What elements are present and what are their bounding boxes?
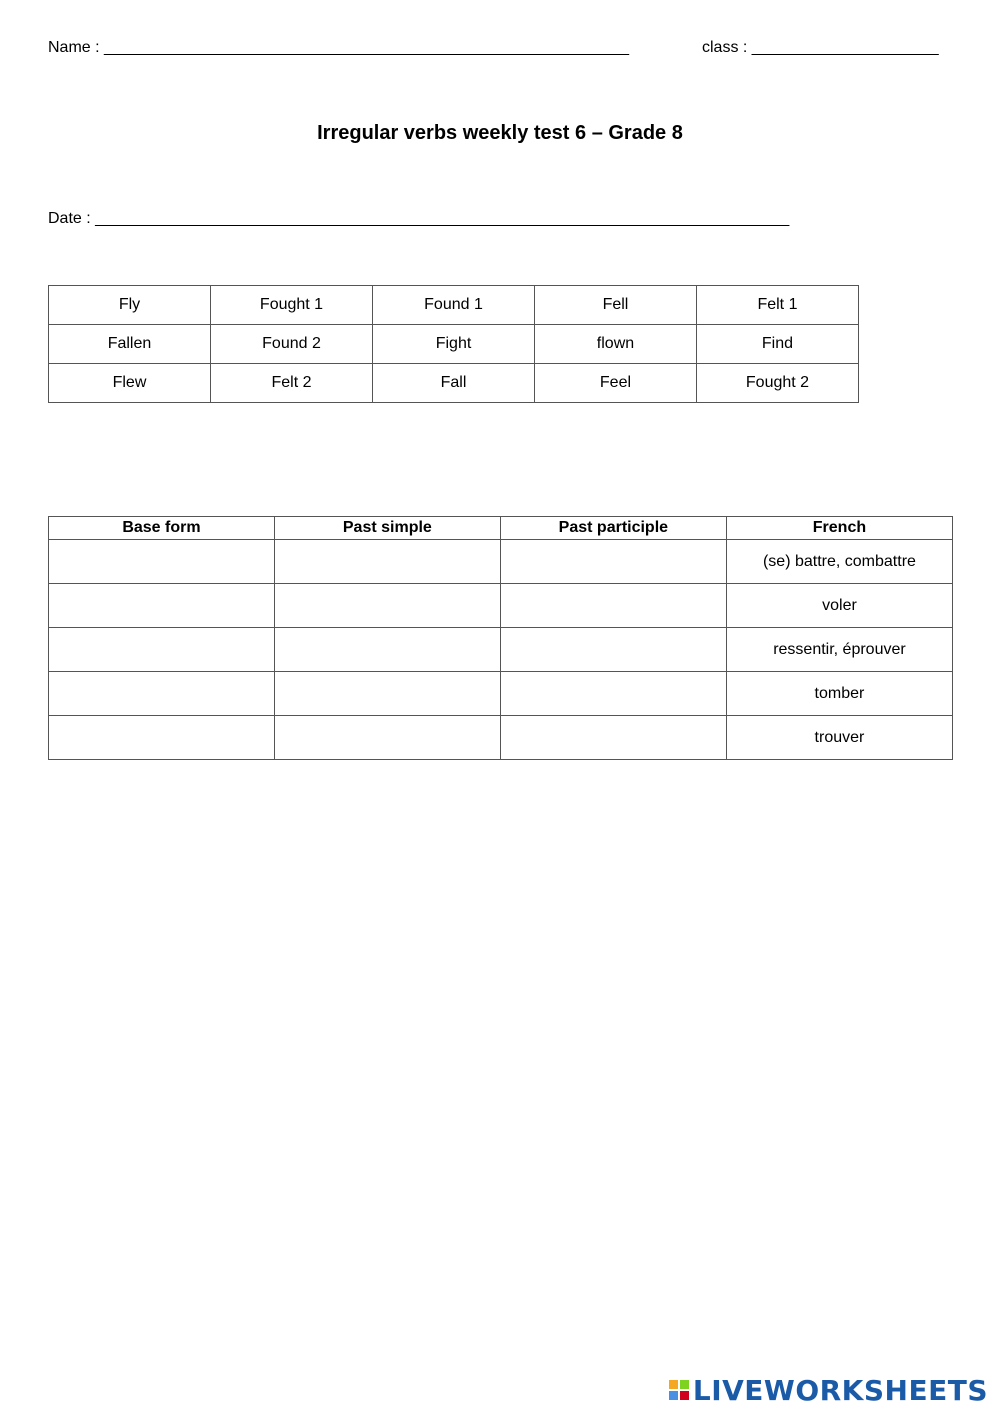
table-row	[49, 672, 953, 716]
word-bank-cell[interactable]: flown	[535, 325, 697, 364]
french-cell: tomber	[726, 672, 952, 716]
french-cell: ressentir, éprouver	[726, 628, 952, 672]
column-header-french: French	[726, 517, 952, 540]
past-simple-cell[interactable]	[274, 672, 500, 716]
base-form-input[interactable]	[49, 627, 278, 672]
logo-icon	[669, 1380, 689, 1400]
logo-text: LIVEWORKSHEETS	[692, 1373, 988, 1407]
word-bank-cell[interactable]: Fought 2	[696, 364, 858, 403]
past-participle-input[interactable]	[501, 539, 730, 584]
base-form-cell[interactable]	[49, 628, 275, 672]
word-bank-cell[interactable]: Felt 2	[210, 364, 372, 403]
past-simple-input[interactable]	[275, 715, 504, 760]
past-simple-cell[interactable]	[274, 584, 500, 628]
word-bank-row	[49, 364, 859, 403]
past-simple-cell[interactable]	[274, 540, 500, 584]
logo-square	[680, 1391, 689, 1400]
date-field[interactable]: Date : ______________________________________________________________________________	[48, 210, 790, 227]
base-form-input[interactable]	[49, 539, 278, 584]
word-bank-cell[interactable]: Fight	[373, 325, 535, 364]
logo-square	[669, 1380, 678, 1389]
word-bank-row	[49, 325, 859, 364]
word-bank-cell[interactable]: Fallen	[49, 325, 211, 364]
base-form-input[interactable]	[49, 715, 278, 760]
past-simple-input[interactable]	[275, 671, 504, 716]
base-form-cell[interactable]	[49, 716, 275, 760]
french-cell: trouver	[726, 716, 952, 760]
past-simple-cell[interactable]	[274, 716, 500, 760]
word-bank-cell[interactable]: Fell	[535, 286, 697, 325]
word-bank-table	[48, 285, 859, 403]
word-bank-cell[interactable]: Fall	[373, 364, 535, 403]
column-header-base-form: Base form	[49, 517, 275, 540]
logo-square	[680, 1380, 689, 1389]
verb-forms-table	[48, 516, 953, 760]
table-row	[49, 716, 953, 760]
word-bank-cell[interactable]: Feel	[535, 364, 697, 403]
word-bank-cell[interactable]: Flew	[49, 364, 211, 403]
past-participle-cell[interactable]	[500, 540, 726, 584]
logo-square	[669, 1391, 678, 1400]
past-participle-input[interactable]	[501, 583, 730, 628]
table-row	[49, 584, 953, 628]
worksheet-title: Irregular verbs weekly test 6 – Grade 8	[317, 122, 683, 144]
base-form-input[interactable]	[49, 583, 278, 628]
past-participle-cell[interactable]	[500, 672, 726, 716]
column-header-past-simple: Past simple	[274, 517, 500, 540]
base-form-cell[interactable]	[49, 584, 275, 628]
base-form-input[interactable]	[49, 671, 278, 716]
word-bank-cell[interactable]: Found 2	[210, 325, 372, 364]
base-form-cell[interactable]	[49, 672, 275, 716]
past-simple-input[interactable]	[275, 627, 504, 672]
past-participle-cell[interactable]	[500, 716, 726, 760]
past-participle-input[interactable]	[501, 671, 730, 716]
french-cell: voler	[726, 584, 952, 628]
past-simple-input[interactable]	[275, 539, 504, 584]
past-participle-input[interactable]	[501, 715, 730, 760]
class-field[interactable]: class : _____________________	[702, 39, 939, 56]
word-bank-cell[interactable]: Fought 1	[210, 286, 372, 325]
liveworksheets-logo	[669, 1374, 988, 1406]
table-header-row	[49, 517, 953, 540]
word-bank-cell[interactable]: Find	[696, 325, 858, 364]
past-simple-cell[interactable]	[274, 628, 500, 672]
word-bank-cell[interactable]: Felt 1	[696, 286, 858, 325]
past-participle-cell[interactable]	[500, 628, 726, 672]
word-bank-row	[49, 286, 859, 325]
table-row	[49, 628, 953, 672]
word-bank-cell[interactable]: Found 1	[373, 286, 535, 325]
column-header-past-participle: Past participle	[500, 517, 726, 540]
name-field[interactable]: Name : ___________________________________________________________	[48, 39, 630, 56]
past-participle-input[interactable]	[501, 627, 730, 672]
base-form-cell[interactable]	[49, 540, 275, 584]
past-simple-input[interactable]	[275, 583, 504, 628]
past-participle-cell[interactable]	[500, 584, 726, 628]
table-row	[49, 540, 953, 584]
word-bank-cell[interactable]: Fly	[49, 286, 211, 325]
french-cell: (se) battre, combattre	[726, 540, 952, 584]
